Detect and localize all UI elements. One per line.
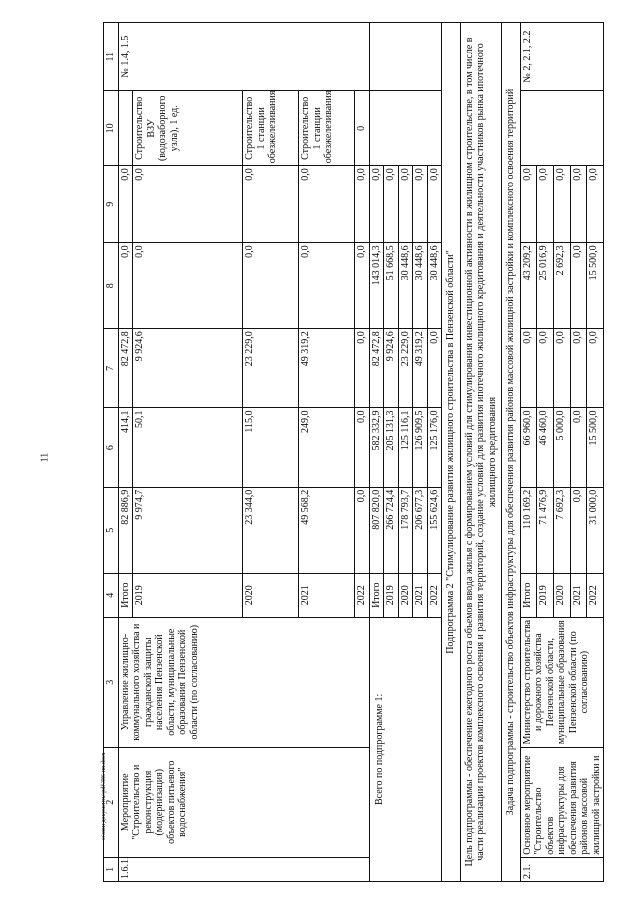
value-cell: 115,0	[243, 408, 299, 487]
value-cell: 0,0	[570, 329, 587, 408]
value-cell: 23 344,0	[243, 487, 299, 573]
year-cell: 2021	[570, 573, 587, 617]
value-cell: 0,0	[369, 166, 384, 243]
result-cell: 0	[355, 91, 370, 166]
value-cell: 125 116,1	[398, 408, 413, 487]
year-cell: 2021	[413, 573, 428, 617]
goal-row	[460, 23, 502, 882]
value-cell: 82 472,8	[369, 329, 384, 408]
value-cell: 0,0	[355, 166, 370, 243]
value-cell: 0,0	[355, 408, 370, 487]
task-row	[502, 23, 521, 882]
year-cell: Итого	[369, 573, 384, 617]
value-cell: 0,0	[355, 243, 370, 329]
value-cell: 0,0	[299, 243, 355, 329]
year-cell: 2022	[587, 573, 604, 617]
value-cell: 125 176,0	[427, 408, 442, 487]
value-cell: 807 820,0	[369, 487, 384, 573]
value-cell: 49 319,2	[299, 329, 355, 408]
indicator-ref: № 2, 2.1, 2.2	[520, 23, 604, 91]
col-header: 3	[104, 617, 119, 747]
indicator-ref: № 1.4, 1.5	[118, 23, 369, 91]
value-cell: 43 209,2	[520, 243, 537, 329]
col-header: 4	[104, 573, 119, 617]
value-cell: 50,1	[133, 408, 243, 487]
page-number: 11	[39, 452, 51, 463]
result-cell: Строительство 1 станции обезжелезивания	[299, 91, 355, 166]
year-cell: 2022	[427, 573, 442, 617]
year-cell: Итого	[118, 573, 133, 617]
value-cell: 0,0	[570, 408, 587, 487]
value-cell: 15 500,0	[587, 408, 604, 487]
value-cell: 0,0	[118, 166, 133, 243]
year-cell: 2019	[133, 573, 243, 617]
value-cell: 0,0	[413, 166, 428, 243]
value-cell: 0,0	[133, 166, 243, 243]
value-cell: 266 724,4	[384, 487, 399, 573]
value-cell: 0,0	[587, 329, 604, 408]
value-cell: 9 924,6	[133, 329, 243, 408]
subprogram-task: Задача подпрограммы - строительство объектов инфраструктуры для обеспечения развития районов массовой жилищной застройки и комплексного освоения территорий	[502, 23, 521, 882]
result-cell: Строительство 1 станции обезжелезивания	[243, 91, 299, 166]
col-header: 10	[104, 91, 119, 166]
year-cell: 2021	[299, 573, 355, 617]
total-label: Всего по подпрограмме 1:	[369, 617, 442, 881]
value-cell: 30 448,6	[413, 243, 428, 329]
row-number: 1.6.1.	[118, 857, 369, 881]
result-cell	[118, 91, 133, 166]
value-cell: 0,0	[570, 487, 587, 573]
year-cell: 2020	[398, 573, 413, 617]
executor: Министерство строительства и дорожного хозяйства Пензенской области, муниципальные образования Пензенской области (по согласованию)	[520, 617, 604, 747]
value-cell: 143 014,3	[369, 243, 384, 329]
value-cell: 0,0	[427, 329, 442, 408]
row-number: 2.1.	[520, 857, 604, 881]
subprogram-goal: Цель подпрограммы - обеспечение ежегодного роста объемов ввода жилья с формированием условий для стимулирования инвестиционной активности в жилищном строительстве, в том числе в части реализации проектов комплексного освоения и развития территорий, создание условий для развития ипотечного жилищного кредитования и деятельности участников рынка ипотечного жилищного кредитования	[460, 23, 502, 882]
value-cell: 30 448,6	[427, 243, 442, 329]
value-cell: 0,0	[133, 243, 243, 329]
value-cell: 0,0	[355, 329, 370, 408]
program-activities-table	[103, 22, 604, 882]
value-cell: 0,0	[243, 243, 299, 329]
year-cell: 2020	[553, 573, 570, 617]
value-cell: 0,0	[537, 329, 554, 408]
executor: Управление жилищно-коммунального хозяйства и гражданской защиты населения Пензенской области, муниципальные образования Пензенской области (по согласованию)	[118, 617, 369, 747]
value-cell: 49 319,2	[413, 329, 428, 408]
value-cell: 0,0	[299, 166, 355, 243]
table-row	[118, 23, 133, 882]
value-cell: 178 793,7	[398, 487, 413, 573]
col-header: 6	[104, 408, 119, 487]
value-cell: 205 131,3	[384, 408, 399, 487]
value-cell: 30 448,6	[398, 243, 413, 329]
rotated-table-sheet	[103, 22, 638, 882]
table-row	[520, 23, 537, 882]
col-header: 5	[104, 487, 119, 573]
value-cell: 0,0	[427, 166, 442, 243]
value-cell: 0,0	[118, 243, 133, 329]
empty-cell	[369, 91, 442, 166]
empty-cell	[520, 91, 604, 166]
value-cell: 155 624,6	[427, 487, 442, 573]
value-cell: 0,0	[384, 166, 399, 243]
value-cell: 9 924,6	[384, 329, 399, 408]
col-header: 1	[104, 857, 119, 881]
value-cell: 206 677,3	[413, 487, 428, 573]
value-cell: 66 960,0	[520, 408, 537, 487]
value-cell: 51 668,5	[384, 243, 399, 329]
value-cell: 249,0	[299, 408, 355, 487]
value-cell: 5 000,0	[553, 408, 570, 487]
value-cell: 582 332,9	[369, 408, 384, 487]
value-cell: 49 568,2	[299, 487, 355, 573]
value-cell: 7 692,3	[553, 487, 570, 573]
value-cell: 414,1	[118, 408, 133, 487]
value-cell: 82 472,8	[118, 329, 133, 408]
header-row	[104, 23, 119, 882]
value-cell: 23 229,0	[243, 329, 299, 408]
year-cell: 2022	[355, 573, 370, 617]
col-header: 7	[104, 329, 119, 408]
value-cell: 71 476,9	[537, 487, 554, 573]
value-cell: 0,0	[243, 166, 299, 243]
value-cell: 126 909,5	[413, 408, 428, 487]
value-cell: 0,0	[520, 329, 537, 408]
col-header: 11	[104, 23, 119, 91]
value-cell: 0,0	[570, 166, 587, 243]
value-cell: 110 169,2	[520, 487, 537, 573]
year-cell: 2019	[537, 573, 554, 617]
value-cell: 0,0	[570, 243, 587, 329]
value-cell: 46 460,0	[537, 408, 554, 487]
value-cell: 0,0	[537, 166, 554, 243]
year-cell: 2019	[384, 573, 399, 617]
table-row	[369, 23, 384, 882]
activity-name: Мероприятие "Строительство и реконструкция (модернизация) объектов питьевого водоснабжения"	[118, 747, 369, 857]
value-cell: 0,0	[553, 166, 570, 243]
value-cell: 15 500,0	[587, 243, 604, 329]
col-header: 2	[104, 747, 119, 857]
value-cell: 0,0	[355, 487, 370, 573]
col-header: 9	[104, 166, 119, 243]
value-cell: 25 016,9	[537, 243, 554, 329]
value-cell: 23 229,0	[398, 329, 413, 408]
value-cell: 0,0	[520, 166, 537, 243]
col-header: 8	[104, 243, 119, 329]
year-cell: Итого	[520, 573, 537, 617]
value-cell: 0,0	[553, 329, 570, 408]
value-cell: 31 000,0	[587, 487, 604, 573]
subprogram-title-row	[442, 23, 461, 882]
year-cell: 2020	[243, 573, 299, 617]
value-cell: 82 886,9	[118, 487, 133, 573]
result-cell: Строительство ВЗУ (водозаборного узла), 1 ед.	[133, 91, 243, 166]
value-cell: 0,0	[587, 166, 604, 243]
subprogram-title: Подпрограмма 2 "Стимулирование развития жилищного строительства в Пензенской области"	[442, 23, 461, 882]
value-cell: 0,0	[398, 166, 413, 243]
empty-cell	[369, 23, 442, 91]
value-cell: 2 692,3	[553, 243, 570, 329]
value-cell: 9 974,7	[133, 487, 243, 573]
activity-name: Основное мероприятие "Строительство объектов инфраструктуры для обеспечения развития районов массовой жилищной застройки и	[520, 747, 604, 857]
